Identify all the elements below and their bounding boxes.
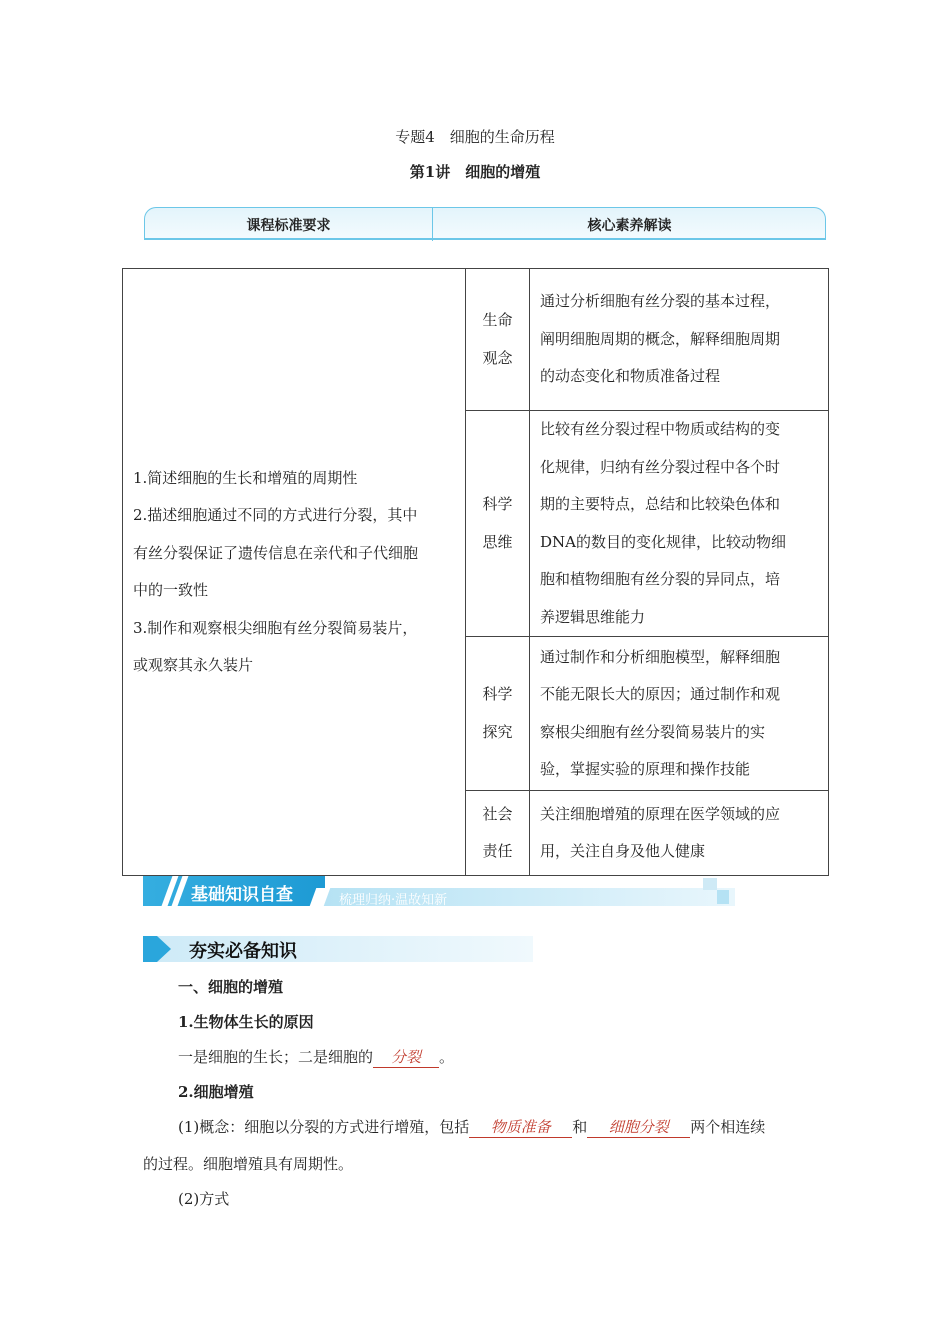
banner-title: 基础知识自查 [191, 885, 293, 905]
lecture-title: 第1讲 细胞的增殖 [409, 163, 541, 181]
answer-blank: 细胞分裂 [587, 1116, 690, 1138]
subsection-heading [143, 936, 533, 962]
table-header-bar [144, 207, 826, 240]
standards-table [122, 268, 829, 876]
requirement-line: 3.制作和观察根尖细胞有丝分裂简易装片， [133, 618, 418, 637]
paragraph-concept: (1)概念：细胞以分裂的方式进行增殖，包括 物质准备 和 细胞分裂 两个相连续 [178, 1118, 766, 1136]
topic-title: 专题4 细胞的生命历程 [395, 128, 555, 146]
answer-blank: 物质准备 [469, 1116, 572, 1138]
requirements-cell [123, 269, 466, 876]
paragraph-method: (2)方式 [178, 1190, 230, 1208]
header-underline [144, 238, 826, 240]
paragraph-concept-cont: 的过程。细胞增殖具有周期性。 [143, 1155, 354, 1173]
description-cell: 关注细胞增殖的原理在医学领域的应 用，关注自身及他人健康 [530, 791, 829, 876]
requirement-line: 中的一致性 [133, 581, 209, 599]
category-cell: 生命 观念 [466, 269, 530, 411]
category-cell: 社会 责任 [466, 791, 530, 876]
requirement-line: 或观察其永久装片 [133, 656, 254, 674]
section-banner [143, 876, 735, 906]
category-cell: 科学 思维 [466, 411, 530, 637]
header-core-competencies: 核心素养解读 [587, 218, 672, 234]
category-cell: 科学 探究 [466, 637, 530, 791]
banner-decor-square [703, 878, 717, 890]
arrow-tip-icon [157, 936, 171, 962]
banner-subtitle: 梳理归纳·温故知新 [339, 893, 448, 908]
arrow-icon [143, 936, 157, 962]
requirement-line: 2.描述细胞通过不同的方式进行分裂，其中 [133, 506, 418, 524]
heading-cell-proliferation: 一、细胞的增殖 [178, 978, 284, 996]
description-cell: 通过分析细胞有丝分裂的基本过程， 阐明细胞周期的概念，解释细胞周期 的动态变化和物质准备过程 [530, 269, 829, 411]
subsection-title: 夯实必备知识 [189, 941, 297, 962]
description-cell: 通过制作和分析细胞模型，解释细胞 不能无限长大的原因；通过制作和观 察根尖细胞有丝分裂简易装片的实 验，掌握实验的原理和操作技能 [530, 637, 829, 791]
banner-decor-square [717, 890, 729, 904]
requirement-line: 1.简述细胞的生长和增殖的周期性 [133, 468, 358, 487]
description-cell: 比较有丝分裂过程中物质或结构的变 化规律，归纳有丝分裂过程中各个时 期的主要特点，总结和比较染色体和 DNA的数目的变化规律，比较动物细 胞和植物细胞有丝分裂的异同点，培 养逻辑思维能力 [530, 411, 829, 637]
paragraph-growth: 一是细胞的生长；二是细胞的 分裂 。 [178, 1048, 455, 1066]
heading-growth-reason: 1.生物体生长的原因 [178, 1013, 314, 1031]
table-row [123, 269, 829, 411]
requirement-line: 有丝分裂保证了遗传信息在亲代和子代细胞 [133, 543, 419, 562]
header-course-standards: 课程标准要求 [246, 218, 331, 234]
answer-blank: 分裂 [373, 1046, 439, 1068]
heading-proliferation: 2.细胞增殖 [178, 1083, 254, 1101]
